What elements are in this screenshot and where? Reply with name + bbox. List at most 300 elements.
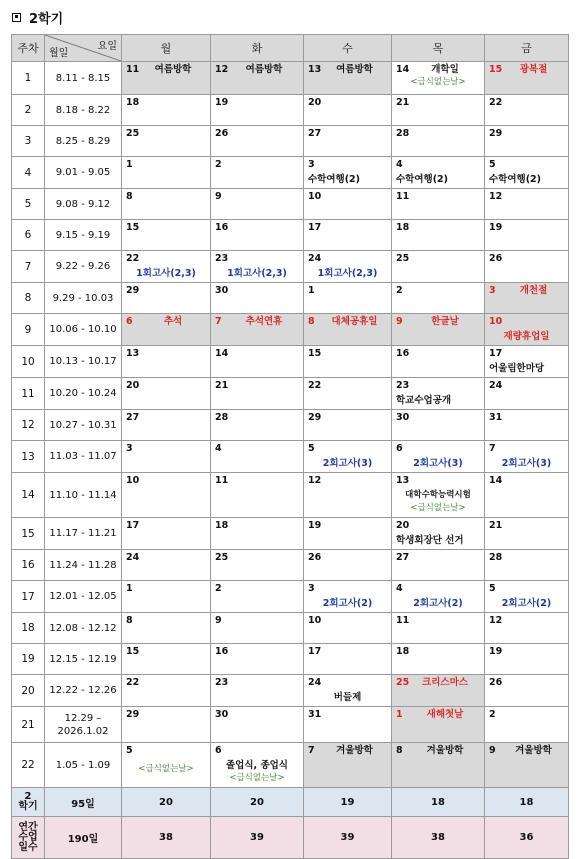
day-cell (392, 518, 485, 550)
day-line (396, 443, 480, 455)
day-line (126, 222, 206, 234)
day-number: 5 (126, 745, 133, 756)
day-line (308, 677, 387, 689)
day-line (489, 64, 564, 76)
week-period (45, 441, 122, 473)
week-number: 14 (12, 473, 45, 518)
table-row (12, 95, 569, 126)
day-line (215, 285, 299, 297)
table-row (12, 473, 569, 518)
day-line (396, 253, 480, 265)
day-line (489, 380, 564, 392)
day-cell (122, 314, 211, 346)
day-line (396, 709, 480, 721)
day-line (308, 222, 387, 234)
day-note: 학교수업공개 (396, 395, 452, 406)
day-line (215, 222, 299, 234)
day-number: 19 (489, 646, 503, 657)
week-period (45, 346, 122, 378)
day-number: 16 (215, 222, 229, 233)
day-line (489, 745, 564, 757)
table-row (12, 613, 569, 644)
day-line (126, 552, 206, 564)
day-number: 22 (126, 677, 140, 688)
day-number: 1 (126, 583, 133, 594)
day-number: 2 (396, 285, 403, 296)
day-number: 28 (396, 128, 410, 139)
week-header: 주차 (12, 35, 45, 62)
day-note: 1회고사(2,3) (227, 268, 287, 279)
day-line (489, 552, 564, 564)
period-text: 1.05 - 1.09 (55, 759, 111, 771)
day-cell (211, 283, 304, 314)
day-number: 5 (489, 159, 496, 170)
summary-total: 95일 (45, 788, 122, 817)
summary-value: 38 (122, 817, 211, 859)
day-cell (211, 189, 304, 220)
day-note: 2회고사(2) (413, 598, 463, 609)
day-cell (392, 283, 485, 314)
day-number: 26 (308, 552, 322, 563)
day-number: 28 (215, 412, 229, 423)
day-line (126, 443, 206, 455)
day-cell (211, 410, 304, 441)
day-note: 수학여행(2) (396, 174, 449, 185)
table-row (12, 189, 569, 220)
day-line (308, 159, 387, 171)
day-cell (122, 283, 211, 314)
day-line (396, 222, 480, 234)
day-number: 9 (215, 615, 222, 626)
day-note: 2회고사(3) (413, 458, 463, 469)
day-number: 2 (489, 709, 496, 720)
day-line (215, 316, 299, 328)
day-number: 6 (215, 745, 222, 756)
day-cell (485, 644, 569, 675)
day-line (308, 520, 387, 532)
day-cell (304, 441, 392, 473)
day-number: 17 (308, 646, 322, 657)
week-period (45, 581, 122, 613)
day-cell (485, 189, 569, 220)
week-number: 10 (12, 346, 45, 378)
day-number: 1 (308, 285, 315, 296)
day-cell (485, 378, 569, 410)
day-line (308, 253, 387, 265)
day-number: 11 (126, 64, 140, 75)
day-number: 9 (489, 745, 496, 756)
table-row (12, 581, 569, 613)
day-line (489, 191, 564, 203)
week-period (45, 314, 122, 346)
day-cell (211, 251, 304, 283)
day-cell (304, 62, 392, 95)
week-number: 3 (12, 126, 45, 157)
day-cell (485, 346, 569, 378)
day-line (215, 97, 299, 109)
period-text: 9.22 - 9.26 (55, 261, 111, 272)
summary-value: 36 (485, 817, 569, 859)
day-cell (304, 346, 392, 378)
day-line (126, 475, 206, 487)
day-cell (304, 378, 392, 410)
day-number: 23 (215, 253, 229, 264)
table-row (12, 378, 569, 410)
day-line (489, 443, 564, 455)
day-cell (211, 473, 304, 518)
week-number: 8 (12, 283, 45, 314)
day-number: 15 (126, 646, 140, 657)
day-cell (211, 675, 304, 707)
day-cell (485, 581, 569, 613)
day-line (126, 128, 206, 140)
week-number: 12 (12, 410, 45, 441)
day-cell (392, 675, 485, 707)
day-number: 15 (126, 222, 140, 233)
day-line (215, 709, 299, 721)
day-cell (485, 251, 569, 283)
day-cell (392, 743, 485, 788)
day-cell (304, 157, 392, 189)
week-number: 4 (12, 157, 45, 189)
week-period (45, 189, 122, 220)
period-text: 8.18 - 8.22 (55, 104, 111, 116)
table-row (12, 126, 569, 157)
week-period (45, 410, 122, 441)
day-cell (485, 441, 569, 473)
day-line (215, 443, 299, 455)
day-cell (211, 314, 304, 346)
day-cell (392, 550, 485, 581)
day-note: <급식없는날> (229, 773, 285, 783)
week-number: 7 (12, 251, 45, 283)
square-bullet-icon (12, 13, 21, 22)
day-line (489, 709, 564, 721)
day-header-mon: 월 (122, 35, 211, 62)
period-text: 9.08 - 9.12 (55, 198, 111, 210)
day-number: 27 (396, 552, 410, 563)
day-line (489, 253, 564, 265)
week-period (45, 220, 122, 251)
day-cell (304, 314, 392, 346)
day-line (308, 709, 387, 721)
day-cell (211, 346, 304, 378)
day-cell (392, 378, 485, 410)
period-text: 12.08 - 12.12 (49, 622, 117, 634)
day-number: 31 (308, 709, 322, 720)
day-line (126, 64, 206, 76)
day-cell (485, 473, 569, 518)
day-line (308, 552, 387, 564)
week-number: 17 (12, 581, 45, 613)
day-cell (304, 126, 392, 157)
day-number: 25 (396, 253, 410, 264)
semester-total-row (12, 788, 569, 817)
day-line (126, 745, 206, 757)
day-cell (485, 743, 569, 788)
day-event-label: 겨울방학 (426, 745, 464, 756)
day-number: 16 (215, 646, 229, 657)
day-cell (392, 441, 485, 473)
week-number: 22 (12, 743, 45, 788)
day-number: 13 (126, 348, 140, 359)
day-cell (304, 220, 392, 251)
day-line (126, 583, 206, 595)
week-period (45, 550, 122, 581)
day-cell (211, 707, 304, 743)
day-header-fri: 금 (485, 35, 569, 62)
summary-value: 38 (392, 817, 485, 859)
day-cell (392, 220, 485, 251)
day-cell (304, 581, 392, 613)
day-number: 11 (396, 191, 410, 202)
day-number: 6 (396, 443, 403, 454)
day-line (396, 552, 480, 564)
day-cell (211, 126, 304, 157)
day-cell (485, 707, 569, 743)
day-cell (122, 550, 211, 581)
day-number: 17 (126, 520, 140, 531)
day-line (215, 646, 299, 658)
day-number: 28 (489, 552, 503, 563)
day-note: 졸업식, 종업식 (226, 760, 288, 771)
day-cell (211, 518, 304, 550)
day-line (126, 159, 206, 171)
day-number: 27 (126, 412, 140, 423)
day-number: 29 (126, 709, 140, 720)
day-event-label: 개천절 (519, 285, 548, 296)
day-number: 30 (396, 412, 410, 423)
day-cell (304, 410, 392, 441)
day-line (126, 253, 206, 265)
day-line (308, 128, 387, 140)
day-number: 8 (126, 615, 133, 626)
summary-body (12, 788, 569, 859)
day-number: 3 (308, 583, 315, 594)
period-text: 9.29 - 10.03 (52, 292, 114, 304)
day-line (215, 380, 299, 392)
day-number: 14 (215, 348, 229, 359)
day-number: 25 (215, 552, 229, 563)
day-note: 2회고사(2) (322, 598, 373, 609)
day-line (396, 191, 480, 203)
day-number: 27 (308, 128, 322, 139)
day-line (396, 159, 480, 171)
period-text: 12.29 – (64, 712, 102, 724)
day-line (308, 583, 387, 595)
day-number: 30 (215, 285, 229, 296)
day-line (126, 677, 206, 689)
date-header (45, 35, 122, 62)
day-cell (485, 314, 569, 346)
summary-total: 190일 (45, 817, 122, 859)
table-row (12, 518, 569, 550)
day-number: 2 (215, 583, 222, 594)
day-line (396, 97, 480, 109)
day-cell (211, 378, 304, 410)
period-text: 8.11 - 8.15 (55, 72, 111, 84)
summary-value: 20 (211, 788, 304, 817)
day-note: 재량휴업일 (503, 331, 550, 342)
day-cell (211, 220, 304, 251)
week-number: 1 (12, 62, 45, 95)
day-number: 6 (126, 316, 133, 327)
week-period (45, 126, 122, 157)
day-cell (122, 220, 211, 251)
annual-total-row (12, 817, 569, 859)
day-cell (122, 157, 211, 189)
week-period (45, 675, 122, 707)
day-line (215, 159, 299, 171)
table-row (12, 550, 569, 581)
period-text: 12.22 - 12.26 (49, 685, 117, 696)
day-number: 9 (215, 191, 222, 202)
week-number: 2 (12, 95, 45, 126)
day-line (215, 128, 299, 140)
day-cell (304, 95, 392, 126)
day-line (308, 380, 387, 392)
day-cell (392, 346, 485, 378)
day-number: 4 (396, 583, 403, 594)
day-number: 7 (308, 745, 315, 756)
week-number: 9 (12, 314, 45, 346)
day-number: 24 (489, 380, 503, 391)
day-cell (122, 518, 211, 550)
week-number: 15 (12, 518, 45, 550)
day-event-label: 추석 (163, 316, 183, 327)
day-line (126, 348, 206, 360)
day-number: 3 (489, 285, 496, 296)
day-cell (211, 743, 304, 788)
day-line (126, 191, 206, 203)
day-cell (122, 441, 211, 473)
day-line (126, 285, 206, 297)
day-cell (485, 410, 569, 441)
day-line (308, 97, 387, 109)
day-cell (392, 95, 485, 126)
day-cell (122, 613, 211, 644)
day-line (215, 475, 299, 487)
day-number: 22 (308, 380, 322, 391)
day-note: 수학여행(2) (308, 174, 361, 185)
day-cell (122, 95, 211, 126)
week-period (45, 378, 122, 410)
day-line (396, 475, 480, 487)
day-number: 26 (215, 128, 229, 139)
day-line (308, 412, 387, 424)
week-period (45, 743, 122, 788)
day-line (126, 646, 206, 658)
day-line (126, 316, 206, 328)
summary-value: 18 (392, 788, 485, 817)
day-number: 18 (215, 520, 229, 531)
day-line (396, 128, 480, 140)
period-text: 12.01 - 12.05 (49, 591, 117, 602)
day-line (215, 615, 299, 627)
day-number: 26 (489, 253, 503, 264)
day-line (126, 615, 206, 627)
day-number: 18 (396, 646, 410, 657)
day-number: 17 (489, 348, 503, 359)
day-line (396, 677, 480, 689)
day-line (215, 552, 299, 564)
day-event-label: 새해첫날 (426, 709, 464, 720)
week-period (45, 95, 122, 126)
period-text: 9.01 - 9.05 (55, 167, 111, 178)
day-number: 20 (126, 380, 140, 391)
table-row (12, 251, 569, 283)
period-text: 12.15 - 12.19 (49, 653, 117, 665)
day-note: 대학수학능력시험 (405, 490, 471, 500)
day-number: 13 (396, 475, 410, 486)
day-number: 19 (215, 97, 229, 108)
period-text: 11.17 - 11.21 (49, 528, 117, 539)
day-event-label: 겨울방학 (336, 745, 373, 756)
day-number: 19 (489, 222, 503, 233)
day-event-label: 한글날 (431, 316, 459, 327)
day-line (308, 191, 387, 203)
day-number: 21 (396, 97, 410, 108)
day-line (308, 646, 387, 658)
day-cell (122, 62, 211, 95)
table-row (12, 283, 569, 314)
day-event-label: 여름방학 (154, 64, 192, 75)
day-number: 14 (489, 475, 503, 486)
week-number: 5 (12, 189, 45, 220)
day-line (396, 64, 480, 76)
week-period (45, 518, 122, 550)
day-number: 31 (489, 412, 503, 423)
day-number: 16 (396, 348, 410, 359)
day-cell (392, 126, 485, 157)
day-number: 11 (396, 615, 410, 626)
day-number: 12 (489, 615, 503, 626)
day-line (215, 64, 299, 76)
period-text: 10.13 - 10.17 (49, 356, 117, 367)
table-row (12, 644, 569, 675)
day-event-label: 겨울방학 (515, 745, 552, 756)
day-cell (304, 189, 392, 220)
day-cell (122, 189, 211, 220)
week-number: 20 (12, 675, 45, 707)
day-cell (304, 518, 392, 550)
day-number: 12 (308, 475, 322, 486)
day-note: 2회고사(2) (501, 598, 552, 609)
day-number: 5 (489, 583, 496, 594)
day-cell (122, 743, 211, 788)
day-number: 11 (215, 475, 229, 486)
day-event-label: 여름방학 (336, 64, 373, 75)
week-number: 11 (12, 378, 45, 410)
day-line (489, 348, 564, 360)
day-number: 29 (489, 128, 503, 139)
day-number: 15 (308, 348, 322, 359)
day-line (126, 412, 206, 424)
day-cell (392, 62, 485, 95)
day-cell (392, 189, 485, 220)
period-text: 11.24 - 11.28 (49, 559, 117, 571)
day-cell (304, 675, 392, 707)
day-line (396, 380, 480, 392)
table-row (12, 62, 569, 95)
week-number: 18 (12, 613, 45, 644)
day-number: 7 (215, 316, 222, 327)
day-line (489, 285, 564, 297)
section-title (12, 6, 63, 28)
day-number: 20 (396, 520, 410, 531)
week-number: 21 (12, 707, 45, 743)
day-number: 10 (308, 615, 322, 626)
